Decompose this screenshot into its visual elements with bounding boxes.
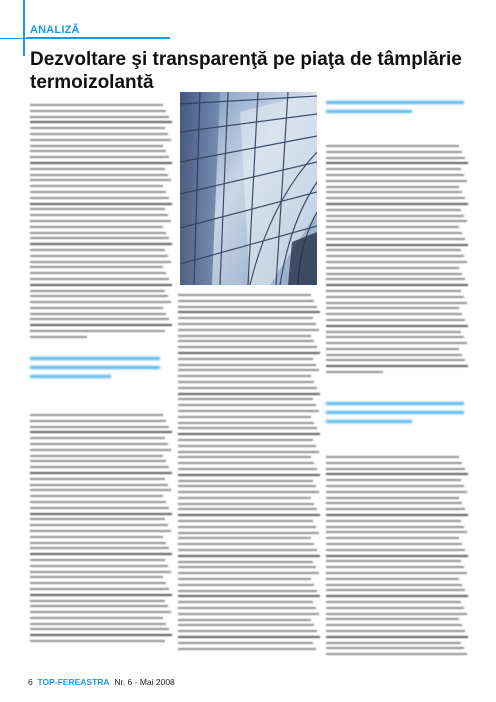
text-line [326,514,468,516]
text-line [326,502,462,504]
text-line [30,145,163,147]
text-line [178,439,313,441]
text-line [326,624,462,626]
text-line [326,348,459,350]
text-line [326,359,465,361]
text-line [30,501,166,503]
text-line [30,307,163,309]
text-line [326,371,383,373]
text-line [178,468,317,470]
text-line [30,278,169,280]
text-line [178,543,314,545]
text-line [178,340,314,342]
text-line [178,427,317,429]
text-line [326,520,461,522]
text-line [326,267,459,269]
text-line [326,485,464,487]
text-line [326,572,467,574]
text-line [326,595,468,597]
text-line [30,226,163,228]
text-line [326,555,468,557]
text-line [326,607,464,609]
text-line [326,526,464,528]
text-line [326,468,465,470]
text-line [30,513,172,515]
text-line [178,387,317,389]
subheading-line [30,366,160,369]
article-title: Dezvoltare şi transparenţă pe piaţa de tâmplărie termoizolantă [30,49,462,93]
text-line [30,437,165,439]
text-line [30,530,171,532]
text-line [178,416,311,418]
text-line [326,284,468,286]
text-line [178,369,319,371]
text-line [30,594,172,596]
text-line [30,460,166,462]
text-line [30,426,169,428]
text-line [30,249,165,251]
text-line [326,273,462,275]
text-line [326,354,462,356]
text-line [178,566,316,568]
text-line [178,584,314,586]
text-line [30,495,163,497]
text-line [178,323,316,325]
subheading-line [30,357,160,360]
text-line [178,595,320,597]
text-line [326,653,467,655]
text-line [178,433,320,435]
text-line [178,485,316,487]
text-line [326,647,464,649]
subheading-line [326,110,412,113]
text-line [326,157,465,159]
text-line [30,466,169,468]
text-line [30,547,169,549]
text-line [30,634,172,636]
text-line [178,317,313,319]
text-line [326,203,468,205]
text-line [326,197,465,199]
text-line [326,342,467,344]
text-line [178,561,313,563]
text-line [326,145,459,147]
text-line [30,295,168,297]
text-line [30,640,165,642]
text-line [178,346,317,348]
text-line [326,601,461,603]
text-line [178,532,319,534]
text-line [30,121,172,123]
text-line [326,584,462,586]
text-line [178,451,319,453]
text-line [326,168,461,170]
text-line [30,284,172,286]
text-line [30,220,171,222]
text-line [178,311,320,313]
text-line [30,203,172,205]
text-line [30,443,168,445]
text-line [30,455,163,457]
text-line [178,456,311,458]
text-line [326,232,462,234]
page-footer [28,677,175,687]
text-line [178,329,319,331]
text-line [30,611,171,613]
text-line [326,226,459,228]
text-line [178,491,319,493]
text-line [326,473,468,475]
text-line [326,578,459,580]
text-line [30,133,168,135]
text-line [326,255,464,257]
issue-info: Nr. 6 - Mai 2008 [114,677,175,687]
text-line [30,185,163,187]
text-line [326,543,462,545]
text-line [30,179,171,181]
text-line [178,537,311,539]
text-line [30,420,166,422]
text-line [30,191,166,193]
text-line [30,623,166,625]
text-line [326,365,468,367]
text-line [326,302,467,304]
text-line [30,150,166,152]
section-accent-bar [23,0,25,56]
text-line [178,393,320,395]
text-line [30,472,172,474]
body-text-column-2 [178,294,320,653]
text-line [178,508,317,510]
text-line [30,139,171,141]
text-line [178,590,317,592]
text-line [178,474,320,476]
text-line [178,555,320,557]
text-line [326,613,467,615]
magazine-name: TOP-FEREASTRA [37,677,110,687]
text-line [178,503,314,505]
text-line [30,571,171,573]
text-line [30,266,163,268]
text-line [178,306,317,308]
text-line [178,630,317,632]
text-line [178,462,314,464]
text-line [178,410,319,412]
text-line [30,628,169,630]
text-line [178,636,320,638]
text-line [326,307,459,309]
body-text-column-3 [326,145,468,377]
text-line [30,237,169,239]
text-line [326,162,468,164]
text-line [178,294,311,296]
text-line [326,549,465,551]
text-line [30,162,172,164]
text-line [326,151,462,153]
text-line [30,156,169,158]
body-text-column-1-cont [30,414,172,646]
text-line [30,565,168,567]
text-line [326,249,461,251]
text-line [178,642,313,644]
text-line [30,414,163,416]
text-line [326,215,464,217]
text-line [178,549,317,551]
text-line [326,220,467,222]
text-line [326,618,459,620]
text-line [30,431,172,433]
text-line [326,508,465,510]
section-rule [26,37,170,39]
text-line [30,449,171,451]
body-text-column-3-cont [326,456,468,659]
text-line [178,300,314,302]
text-line [326,325,468,327]
text-line [326,244,468,246]
subheading-line [326,411,464,414]
text-line [30,255,168,257]
text-line [30,116,169,118]
subheading-line [326,402,464,405]
text-line [30,553,172,555]
text-line [326,290,461,292]
article-photo [180,92,317,285]
text-line [326,491,467,493]
text-line [30,127,165,129]
text-line [178,335,311,337]
subheading-column-3 [326,101,464,119]
text-line [326,191,462,193]
text-line [178,497,311,499]
text-line [178,364,316,366]
subheading-line [326,101,464,104]
text-line [178,520,313,522]
text-line [326,278,465,280]
text-line [30,243,172,245]
text-line [30,104,163,106]
section-tag: ANALIZĂ [30,24,80,36]
text-line [30,484,168,486]
text-line [30,336,87,338]
text-line [30,301,171,303]
text-line [30,324,172,326]
text-line [30,208,165,210]
text-line [30,617,163,619]
text-line [178,445,316,447]
text-line [30,559,165,561]
text-line [326,462,462,464]
header-divider [0,38,26,39]
text-line [326,174,464,176]
text-line [30,110,166,112]
text-line [178,601,313,603]
text-line [30,542,166,544]
text-line [178,375,311,377]
text-line [30,168,165,170]
subheading-line [326,420,412,423]
text-line [178,578,311,580]
text-line [178,398,313,400]
text-line [326,336,464,338]
text-line [326,319,465,321]
text-line [178,422,314,424]
text-line [30,290,165,292]
text-line [178,526,316,528]
text-line [326,261,467,263]
text-line [326,537,459,539]
text-line [178,619,311,621]
page-number: 6 [28,677,33,687]
text-line [30,197,169,199]
text-line [326,497,459,499]
text-line [30,318,169,320]
text-line [178,352,320,354]
text-line [30,272,166,274]
text-line [178,607,316,609]
text-line [30,600,165,602]
text-line [326,630,465,632]
text-line [326,566,464,568]
text-line [326,186,459,188]
text-line [178,514,320,516]
text-line [30,588,169,590]
text-line [326,180,467,182]
text-line [30,605,168,607]
text-line [326,313,462,315]
text-line [326,560,461,562]
text-line [178,404,316,406]
text-line [178,624,314,626]
text-line [326,642,461,644]
text-line [30,232,166,234]
text-line [30,313,166,315]
text-line [326,636,468,638]
text-line [30,261,171,263]
text-line [30,582,166,584]
subheading-column-1 [30,357,160,384]
text-line [326,209,461,211]
text-line [30,524,168,526]
text-line [178,358,313,360]
text-line [326,238,465,240]
text-line [326,531,467,533]
text-line [30,478,165,480]
body-text-column-1 [30,104,172,342]
text-line [30,518,165,520]
text-line [30,214,168,216]
text-line [30,507,169,509]
text-line [326,456,459,458]
text-line [178,381,314,383]
text-line [326,296,464,298]
text-line [326,331,461,333]
text-line [30,576,163,578]
subheading-column-3-second [326,402,464,429]
text-line [178,648,316,650]
text-line [178,480,313,482]
text-line [30,489,171,491]
text-line [326,589,465,591]
text-line [30,174,168,176]
subheading-line [30,375,111,378]
text-line [178,613,319,615]
text-line [30,330,165,332]
text-line [178,572,319,574]
text-line [326,479,461,481]
text-line [30,536,163,538]
